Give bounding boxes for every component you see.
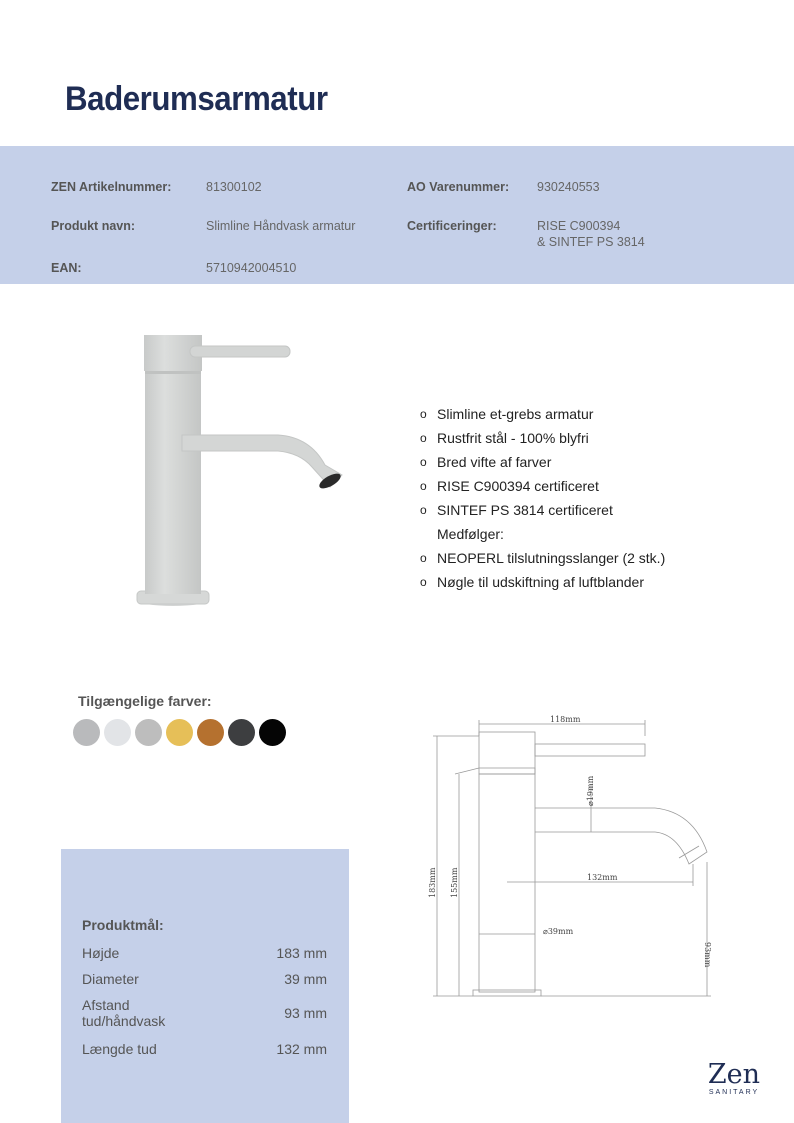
dimensions-title: Produktmål: bbox=[82, 917, 164, 933]
product-name-label: Produkt navn: bbox=[51, 219, 136, 233]
color-swatch bbox=[166, 719, 193, 746]
color-swatches bbox=[73, 719, 286, 746]
feature-item: o RISE C900394 certificeret bbox=[420, 478, 599, 494]
logo-sub: SANITARY bbox=[708, 1089, 760, 1096]
certifications-label: Certificeringer: bbox=[407, 219, 497, 233]
product-name-value: Slimline Håndvask armatur bbox=[206, 219, 356, 233]
dimension-row-distance: Afstand tud/håndvask 93 mm bbox=[82, 997, 327, 1029]
color-swatch bbox=[104, 719, 131, 746]
ao-number-value: 930240553 bbox=[537, 180, 600, 194]
page-title: Baderumsarmatur bbox=[65, 80, 328, 118]
color-swatch bbox=[135, 719, 162, 746]
feature-item: o Rustfrit stål - 100% blyfri bbox=[420, 430, 589, 446]
dim-93-label: 93mm bbox=[703, 942, 712, 968]
feature-item: o Bred vifte af farver bbox=[420, 454, 552, 470]
info-band bbox=[0, 146, 794, 284]
feature-item: o Slimline et-grebs armatur bbox=[420, 406, 594, 422]
logo-name: Zen bbox=[707, 1059, 761, 1090]
zen-article-value: 81300102 bbox=[206, 180, 262, 194]
feature-list bbox=[420, 404, 665, 596]
technical-drawing bbox=[425, 712, 725, 1012]
ao-number-label: AO Varenummer: bbox=[407, 180, 510, 194]
dim-39-label: ⌀39mm bbox=[543, 927, 574, 936]
dim-118-label: 118mm bbox=[550, 715, 581, 724]
dim-155-label: 155mm bbox=[450, 867, 459, 898]
feature-item: Medfølger: bbox=[437, 526, 504, 542]
zen-logo bbox=[704, 1061, 764, 1096]
feature-item: o NEOPERL tilslutningsslanger (2 stk.) bbox=[420, 550, 666, 566]
dim-19-label: ⌀19mm bbox=[586, 775, 595, 806]
color-swatch bbox=[259, 719, 286, 746]
certifications-value-2: & SINTEF PS 3814 bbox=[537, 235, 645, 249]
zen-article-label: ZEN Artikelnummer: bbox=[51, 180, 172, 194]
faucet-image bbox=[120, 325, 360, 615]
dim-132-label: 132mm bbox=[587, 873, 618, 882]
feature-item: o Nøgle til udskiftning af luftblander bbox=[420, 574, 644, 590]
dim-183-label: 183mm bbox=[428, 867, 437, 898]
ean-label: EAN: bbox=[51, 261, 82, 275]
color-swatch bbox=[197, 719, 224, 746]
dimensions-panel: Produktmål: Højde 183 mm Diameter 39 mm Afstand tud/håndvask 93 mm Længde tud 132 mm bbox=[61, 849, 349, 1123]
colors-label: Tilgængelige farver: bbox=[78, 693, 212, 709]
certifications-value-1: RISE C900394 bbox=[537, 219, 621, 233]
feature-item: o SINTEF PS 3814 certificeret bbox=[420, 502, 613, 518]
ean-value: 5710942004510 bbox=[206, 261, 297, 275]
color-swatch bbox=[228, 719, 255, 746]
color-swatch bbox=[73, 719, 100, 746]
